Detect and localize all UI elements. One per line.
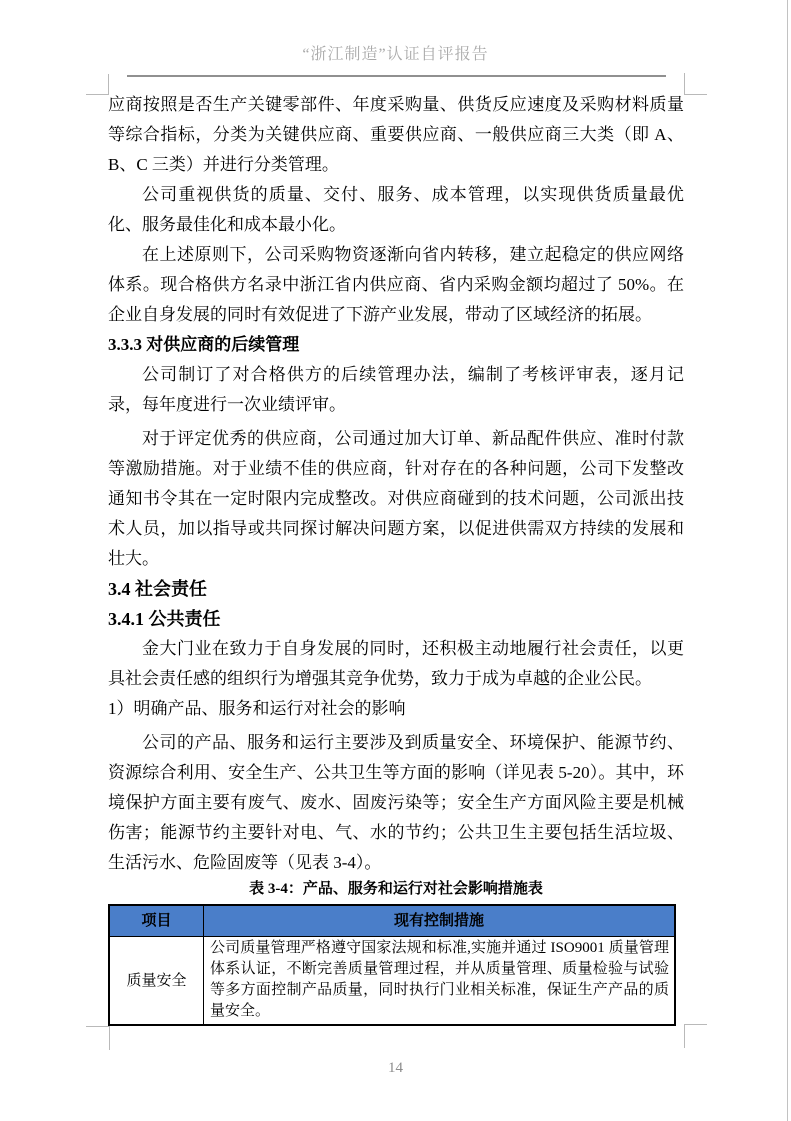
text-boundary-mark-top-right [684,73,707,95]
paragraph-social-responsibility: 金大门业在致力于自身发展的同时，还积极主动地履行社会责任，以更具社会责任感的组织行为增强其竞争优势，致力于成为卓越的企业公民。 [108,639,684,688]
text-boundary-mark-top-left [86,74,109,95]
paragraph-followup-method: 公司制订了对合格供方的后续管理办法，编制了考核评审表，逐月记录，每年度进行一次业绩评审。 [108,365,684,414]
heading-3-4: 3.4 社会责任 [108,579,207,599]
paragraph-procurement-network: 在上述原则下，公司采购物资逐渐向省内转移，建立起稳定的供应网络体系。现合格供方名录中浙江省内供应商、省内采购金额均超过了 50%。在企业自身发展的同时有效促进了下游产业发展，带动了区域经济的拓展。 [108,245,684,324]
table-row [109,937,675,1026]
table-header-item: 项目 [109,905,204,937]
paragraph-supply-management: 公司重视供货的质量、交付、服务、成本管理，以实现供货质量最优化、服务最佳化和成本最小化。 [108,185,684,234]
text-boundary-mark-bottom-right [684,1024,707,1048]
document-body [108,90,684,1026]
paragraph-supplier-classification: 应商按照是否生产关键零部件、年度采购量、供货反应速度及采购材料质量等综合指标，分类为关键供应商、重要供应商、一般供应商三大类（即 A、B、C 三类）并进行分类管理。 [108,95,684,174]
page-header-title: “浙江制造”认证自评报告 [302,46,489,63]
table-cell-measure-quality-safety: 公司质量管理严格遵守国家法规和标准,实施并通过 ISO9001 质量管理体系认证，不断完善质量管理过程，并从质量管理、质量检验与试验等多方面控制产品质量，同时执行门业相关标准，保证生产产品的质量安全。 [204,937,676,1026]
table-header-measures: 现有控制措施 [204,905,676,937]
paragraph-supplier-incentives: 对于评定优秀的供应商，公司通过加大订单、新品配件供应、准时付款等激励措施。对于业绩不佳的供应商，针对存在的各种问题，公司下发整改通知书令其在一定时限内完成整改。对供应商碰到的技术问题，公司派出技术人员，加以指导或共同探讨解决问题方案，以促进供需双方持续的发展和壮大。 [108,429,684,568]
paragraph-impact-on-society: 公司的产品、服务和运行主要涉及到质量安全、环境保护、能源节约、资源综合利用、安全生产、公共卫生等方面的影响（详见表 5-20）。其中，环境保护方面主要有废气、废水、固废污染等；安全生产方面风险主要是机械伤害；能源节约主要针对电、气、水的节约；公共卫生主要包括生活垃圾、生活污水、危险固废等（见表 3-4）。 [108,733,684,872]
table-header-row [109,905,675,937]
table-cell-item-quality-safety: 质量安全 [109,937,204,1026]
list-item-1: 1）明确产品、服务和运行对社会的影响 [108,699,406,718]
text-boundary-mark-bottom-left [86,1026,110,1050]
impact-measures-table [108,904,676,1026]
heading-3-3-3: 3.3.3 对供应商的后续管理 [108,335,300,354]
header-divider [127,75,666,77]
table-caption: 表 3-4：产品、服务和运行对社会影响措施表 [249,881,543,897]
heading-3-4-1: 3.4.1 公共责任 [108,609,221,629]
page-number: 14 [388,1060,403,1076]
page-right-edge-line [787,0,788,1121]
